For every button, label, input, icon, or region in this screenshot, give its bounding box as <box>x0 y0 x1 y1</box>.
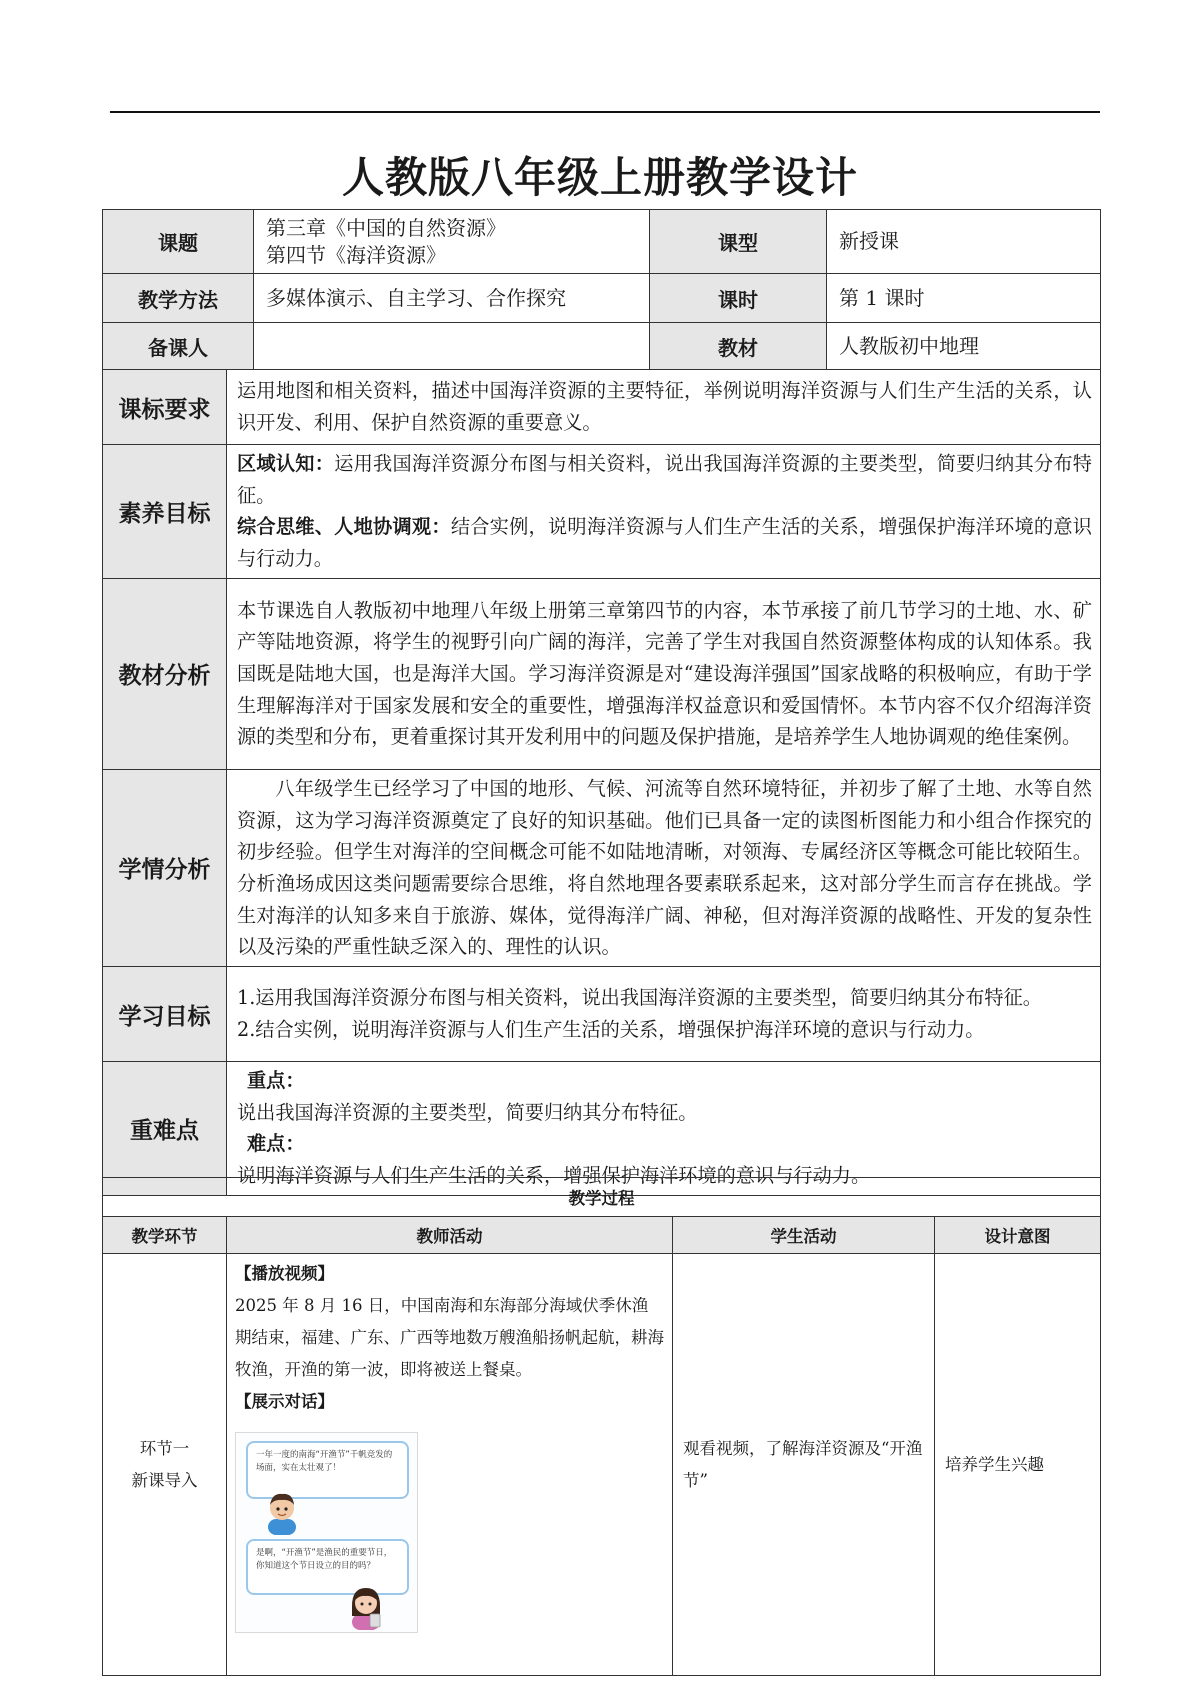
difficulty-title: 难点： <box>247 1132 305 1156</box>
method-value: 多媒体演示、自主学习、合作探究 <box>254 274 650 323</box>
dialog-illustration <box>235 1432 418 1633</box>
header-student: 学生活动 <box>673 1217 935 1254</box>
girl-avatar-icon <box>344 1584 388 1630</box>
key-points-label: 重难点 <box>103 1062 227 1196</box>
page-title: 人教版八年级上册教学设计 <box>341 153 858 202</box>
key-text: 说出我国海洋资源的主要类型，简要归纳其分布特征。 <box>237 1100 698 1124</box>
textbook-label: 教材 <box>650 323 827 370</box>
key-points-content <box>227 1062 1101 1196</box>
textbook-analysis-text: 本节课选自人教版初中地理八年级上册第三章第四节的内容，本节承接了前几节学习的土地、水、矿产等陆地资源，将学生的视野引向广阔的海洋，完善了学生对我国自然资源整体构成的认知体系。我国既是陆地大国，也是海洋大国。学习海洋资源是对“建设海洋强国”国家战略的积极响应，有助于学生理解海洋对于国家发展和安全的重要性，增强海洋权益意识和爱国情怀。本节内容不仅介绍海洋资源的类型和分布，更着重探讨其开发利用中的问题及保护措施，是培养学生人地协调观的绝佳案例。 <box>227 578 1101 769</box>
literacy-label: 素养目标 <box>103 445 227 579</box>
stage-line-2: 新课导入 <box>131 1470 198 1490</box>
standard-label: 课标要求 <box>103 370 227 445</box>
hours-label: 课时 <box>650 274 827 323</box>
difficulty-text: 说明海洋资源与人们生产生活的关系，增强保护海洋环境的意识与行动力。 <box>237 1164 871 1188</box>
literacy-p1-heading: 区域认知： <box>237 452 335 475</box>
literacy-p2-heading: 综合思维、人地协调观： <box>237 515 451 539</box>
teacher-tag-video: 【播放视频】 <box>235 1264 334 1283</box>
boy-speech-bubble: 一年一度的南海“开渔节”千帆竞发的场面，实在太壮观了！ <box>246 1441 409 1499</box>
type-value: 新授课 <box>827 210 1101 274</box>
student-analysis-text: 八年级学生已经学习了中国的地形、气候、河流等自然环境特征，并初步了解了土地、水等自然资源，这为学习海洋资源奠定了良好的知识基础。他们已具备一定的读图析图能力和小组合作探究的初步经验。但学生对海洋的空间概念可能不如陆地清晰，对领海、专属经济区等概念可能比较陌生。分析渔场成因这类问题需要综合思维，将自然地理各要素联系起来，这对部分学生而言存在挑战。学生对海洋的认知多来自于旅游、媒体，觉得海洋广阔、神秘，但对海洋资源的战略性、开发的复杂性以及污染的严重性缺乏深入的、理性的认识。 <box>227 769 1101 966</box>
teacher-activity <box>227 1254 673 1676</box>
method-label: 教学方法 <box>103 274 254 323</box>
objective-1: 1.运用我国海洋资源分布图与相关资料，说出我国海洋资源的主要类型，简要归纳其分布特征。 <box>237 986 1042 1010</box>
literacy-content <box>227 445 1101 579</box>
objectives-label: 学习目标 <box>103 967 227 1062</box>
objectives-content <box>227 967 1101 1062</box>
textbook-value: 人教版初中地理 <box>827 323 1101 370</box>
boy-avatar-icon <box>260 1489 304 1535</box>
student-analysis-label: 学情分析 <box>103 769 227 966</box>
textbook-analysis-label: 教材分析 <box>103 578 227 769</box>
design-intent: 培养学生兴趣 <box>935 1254 1101 1676</box>
preparer-value <box>254 323 650 370</box>
topic-value <box>254 210 650 274</box>
process-table <box>102 1177 1101 1676</box>
header-teacher: 教师活动 <box>227 1217 673 1254</box>
teacher-tag-dialog: 【展示对话】 <box>235 1392 334 1411</box>
girl-speech-bubble: 是啊，“开渔节”是渔民的重要节日，你知道这个节日设立的目的吗？ <box>246 1539 409 1595</box>
literacy-p1-text: 运用我国海洋资源分布图与相关资料，说出我国海洋资源的主要类型，简要归纳其分布特征。 <box>237 452 1092 507</box>
standard-text: 运用地图和相关资料，描述中国海洋资源的主要特征，举例说明海洋资源与人们生产生活的关系，认识开发、利用、保护自然资源的重要意义。 <box>227 370 1101 445</box>
topic-label: 课题 <box>103 210 254 274</box>
teacher-text-video: 2025 年 8 月 16 日，中国南海和东海部分海域伏季休渔期结束，福建、广东、广西等地数万艘渔船扬帆起航，耕海牧渔，开渔的第一波，即将被送上餐桌。 <box>235 1296 664 1379</box>
hours-value: 第 1 课时 <box>827 274 1101 323</box>
preparer-label: 备课人 <box>103 323 254 370</box>
header-intent: 设计意图 <box>935 1217 1101 1254</box>
process-title: 教学过程 <box>103 1178 1101 1217</box>
objective-2: 2.结合实例，说明海洋资源与人们生产生活的关系，增强保护海洋环境的意识与行动力。 <box>237 1018 985 1042</box>
literacy-p2-text: 结合实例，说明海洋资源与人们生产生活的关系，增强保护海洋环境的意识与行动力。 <box>237 515 1092 571</box>
stage-cell <box>103 1254 227 1676</box>
key-title: 重点： <box>247 1069 305 1093</box>
info-table <box>102 209 1101 370</box>
stage-line-1: 环节一 <box>139 1438 190 1458</box>
header-stage: 教学环节 <box>103 1217 227 1254</box>
type-label: 课型 <box>650 210 827 274</box>
sections-table <box>102 369 1101 1196</box>
topic-line-2: 第四节《海洋资源》 <box>266 242 446 267</box>
topic-line-1: 第三章《中国的自然资源》 <box>266 215 506 240</box>
top-rule <box>110 111 1100 113</box>
student-activity: 观看视频，了解海洋资源及“开渔节” <box>673 1254 935 1676</box>
